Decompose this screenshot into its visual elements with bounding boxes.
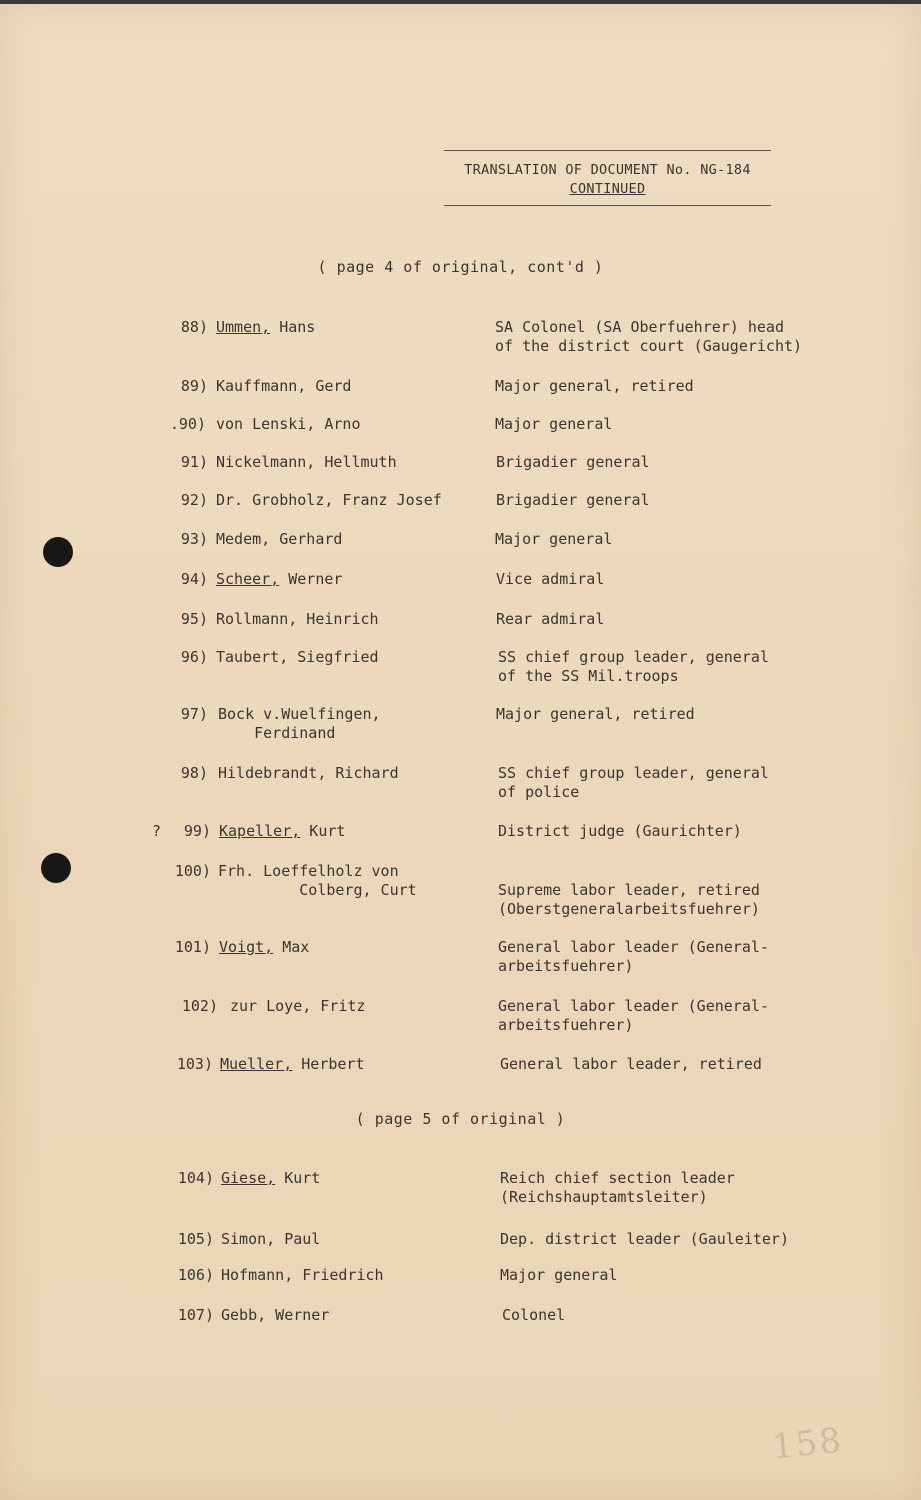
- entry-name: [216, 491, 442, 510]
- entry-rank: SS chief group leader, general of police: [498, 764, 769, 801]
- entry-rank: Dep. district leader (Gauleiter): [500, 1230, 789, 1248]
- entry-name: [216, 415, 361, 434]
- entry-number: 93): [180, 530, 208, 548]
- entry-name: [218, 862, 417, 900]
- entry-name: [219, 938, 309, 957]
- entry-name: [216, 610, 379, 629]
- entry-name: [221, 1230, 320, 1249]
- entry-number: 99): [183, 822, 211, 840]
- entry-rank: SA Colonel (SA Oberfuehrer) head of the district court (Gaugericht): [495, 318, 803, 355]
- entry-number: .90): [169, 415, 206, 433]
- entry-rank: General labor leader (General- arbeitsfuehrer): [498, 938, 769, 975]
- entry-number: 97): [180, 705, 208, 723]
- entry-surname: zur Loye, Fritz: [230, 997, 366, 1015]
- entry-name: [221, 1169, 320, 1188]
- entry-name: [216, 377, 351, 396]
- entry-rank: SS chief group leader, general of the SS Mil.troops: [498, 648, 769, 685]
- entry-number: 95): [180, 610, 208, 628]
- entry-rank: Major general: [495, 530, 613, 548]
- entry-name: [221, 1266, 384, 1285]
- entry-number: 89): [180, 377, 208, 395]
- entry-rank: Major general: [495, 415, 613, 433]
- entry-number: 100): [174, 862, 211, 880]
- entry-number: 101): [174, 938, 211, 956]
- entry-number: 94): [180, 570, 208, 588]
- entry-rank: General labor leader, retired: [500, 1055, 762, 1073]
- entry-number: 96): [180, 648, 208, 666]
- entry-surname: Dr. Grobholz, Franz Josef: [216, 491, 442, 509]
- entry-name: [221, 1306, 329, 1325]
- header-continued: CONTINUED: [569, 181, 646, 197]
- entry-given-name: Hans: [270, 318, 316, 336]
- entry-surname: Medem, Gerhard: [216, 530, 343, 548]
- entry-surname: Taubert, Siegfried: [216, 648, 379, 666]
- entry-surname: von Lenski, Arno: [216, 415, 361, 433]
- page-marker: ( page 5 of original ): [355, 1110, 566, 1128]
- entry-surname: Bock v.Wuelfingen, Ferdinand: [218, 705, 381, 742]
- entry-name: [220, 1055, 365, 1074]
- entry-rank: Reich chief section leader (Reichshauptamtsleiter): [500, 1169, 735, 1206]
- entry-surname: Voigt,: [219, 938, 274, 956]
- entry-rank: Major general: [500, 1266, 618, 1284]
- entry-number: 102): [181, 997, 218, 1015]
- entry-number: 106): [177, 1266, 214, 1284]
- query-mark: ?: [152, 822, 162, 840]
- entry-name: [219, 822, 345, 841]
- entry-number: 104): [177, 1169, 214, 1187]
- entry-name: [216, 318, 315, 337]
- entry-number: 98): [180, 764, 208, 782]
- entry-surname: Frh. Loeffelholz von Colberg, Curt: [218, 862, 417, 899]
- entry-name: [216, 570, 342, 589]
- entry-number: 92): [180, 491, 208, 509]
- entry-number: 105): [177, 1230, 214, 1248]
- entry-surname: Hofmann, Friedrich: [221, 1266, 384, 1284]
- entry-number: 107): [177, 1306, 214, 1324]
- entry-rank: Rear admiral: [496, 610, 605, 628]
- entry-surname: Nickelmann, Hellmuth: [216, 453, 397, 471]
- entry-name: [230, 997, 365, 1016]
- entry-given-name: Kurt: [300, 822, 346, 840]
- entry-name: [216, 530, 342, 549]
- entry-surname: Rollmann, Heinrich: [216, 610, 379, 628]
- entry-name: [216, 648, 379, 667]
- entry-name: [218, 705, 381, 743]
- entry-given-name: Max: [273, 938, 310, 956]
- entry-rank: District judge (Gaurichter): [498, 822, 742, 840]
- entry-surname: Giese,: [221, 1169, 276, 1187]
- entry-rank: General labor leader (General- arbeitsfuehrer): [498, 997, 769, 1034]
- entry-rank: Major general, retired: [495, 377, 694, 395]
- top-edge: [0, 0, 921, 4]
- document-header: [444, 150, 771, 206]
- entry-surname: Simon, Paul: [221, 1230, 321, 1248]
- entry-surname: Ummen,: [216, 318, 271, 336]
- header-title: TRANSLATION OF DOCUMENT No. NG-184: [464, 162, 751, 178]
- entry-rank: Supreme labor leader, retired (Oberstgeneralarbeitsfuehrer): [498, 881, 760, 918]
- entry-name: [216, 453, 397, 472]
- entry-surname: Kauffmann, Gerd: [216, 377, 352, 395]
- entry-rank: Colonel: [502, 1306, 566, 1324]
- entry-surname: Hildebrandt, Richard: [218, 764, 399, 782]
- entry-surname: Mueller,: [220, 1055, 293, 1073]
- entry-number: 88): [180, 318, 208, 336]
- entry-name: [218, 764, 399, 783]
- entry-number: 91): [180, 453, 208, 471]
- entry-given-name: Werner: [279, 570, 343, 588]
- entry-surname: Gebb, Werner: [221, 1306, 330, 1324]
- entry-rank: Brigadier general: [496, 491, 650, 509]
- punch-hole: [43, 537, 73, 567]
- entry-given-name: Herbert: [292, 1055, 365, 1073]
- entry-given-name: Kurt: [275, 1169, 321, 1187]
- entry-surname: Kapeller,: [219, 822, 301, 840]
- entry-rank: Major general, retired: [496, 705, 695, 723]
- entry-rank: Vice admiral: [496, 570, 605, 588]
- entry-surname: Scheer,: [216, 570, 280, 588]
- page-marker: ( page 4 of original, cont'd ): [317, 258, 604, 276]
- punch-hole: [41, 853, 71, 883]
- pencil-page-mark: 158: [770, 1420, 845, 1468]
- entry-rank: Brigadier general: [496, 453, 650, 471]
- entry-number: 103): [176, 1055, 213, 1073]
